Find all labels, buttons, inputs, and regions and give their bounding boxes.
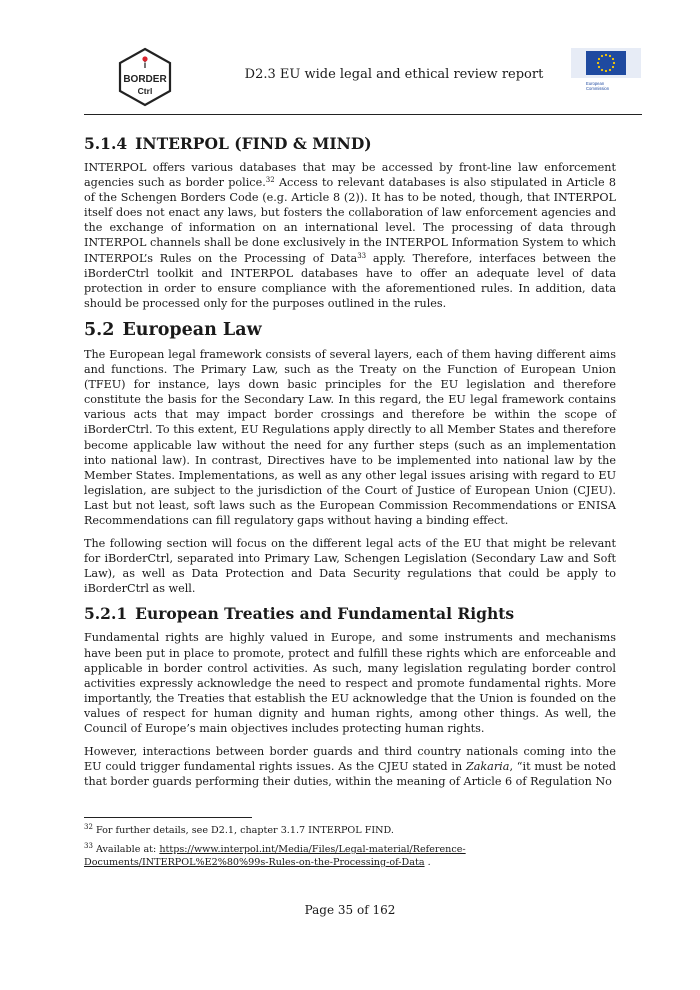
paragraph: Fundamental rights are highly valued in Europe, and some instruments and mechanisms have been put in place to promote, protect and fulfill these rights which are enforceable and applicable in border control activities. As such, many legislation regulating border control activities expressly acknowledge the need to respect and promote fundamental rights. More importantly, the Treaties that establish the EU acknowledge that the Union is founded on the values of respect for human dignity and human rights, among other things. As well, the Council of Europe’s main objectives includes protecting human rights. bbox=[84, 631, 616, 735]
footnotes bbox=[84, 824, 616, 875]
footnote-32 bbox=[84, 824, 616, 837]
text-run: Access to relevant databases is also stipulated in Article 8 of the Schengen Borders Code (e.g. Article 8 (2)). It has to be noted, though, that INTERPOL itself does not enact any laws, but fosters the collaboration of law enforcement agencies and the exchange of information on an international level. The processing of data through INTERPOL channels shall be done exclusively in the INTERPOL Information System to which INTERPOL’s Rules on the Processing of Data bbox=[84, 176, 616, 265]
footnote-divider bbox=[84, 817, 252, 818]
page-header bbox=[84, 40, 642, 114]
footnote-ref-33[interactable]: 33 bbox=[357, 251, 367, 260]
text-run: INTERPOL offers various databases that may be accessed by front-line law enforcement agencies such as border police. bbox=[84, 161, 616, 190]
section-number: 5.1.4 bbox=[84, 134, 128, 153]
text-run: apply. Therefore, interfaces between the iBorderCtrl toolkit and INTERPOL databases have to offer an adequate level of data protection in order to ensure compliance with the aforementioned rules. In addition, data should be processed only for the purposes outlined in the rules. bbox=[84, 251, 616, 310]
text-run: However, interactions between border guards and third country nationals coming into the EU could trigger fundamental rights issues. As the CJEU stated in bbox=[84, 745, 616, 774]
section-number: 5.2.1 bbox=[84, 604, 128, 624]
section-title: European Treaties and Fundamental Rights bbox=[135, 604, 515, 624]
link-part-2: Documents/INTERPOL%E2%80%99s-Rules-on-the-Processing-of-Data bbox=[84, 857, 425, 868]
section-title: INTERPOL (FIND & MIND) bbox=[135, 134, 372, 153]
footnote-suffix: . bbox=[424, 857, 431, 868]
footnote-text: Available at: bbox=[92, 844, 160, 855]
header-divider bbox=[84, 114, 642, 115]
logo-text-bottom: Ctrl bbox=[137, 86, 153, 96]
case-name: Zakaria bbox=[465, 760, 510, 774]
european-commission-logo bbox=[570, 48, 642, 94]
footnote-number: 33 bbox=[84, 842, 93, 850]
text-run: , “it must be noted that border guards performing their duties, within the meaning of Article 6 of Regulation No bbox=[84, 760, 616, 789]
page-number: Page 35 of 162 bbox=[304, 903, 396, 917]
footnote-text: For further details, see D2.1, chapter 3.1.7 INTERPOL FIND. bbox=[92, 825, 394, 836]
paragraph bbox=[84, 160, 616, 311]
link-part-1: https://www.interpol.int/Media/Files/Legal-material/Reference- bbox=[159, 844, 466, 855]
heading-5-2 bbox=[84, 319, 616, 341]
footnote-ref-32[interactable]: 32 bbox=[265, 176, 275, 185]
logo-text-mid: BORDER bbox=[123, 74, 167, 85]
page-content bbox=[84, 134, 616, 797]
paragraph: The European legal framework consists of several layers, each of them having different aims and functions. The Primary Law, such as the Treaty on the Function of European Union (TFEU) for instance, lays down basic principles for the EU legislation and therefore constitute the basis for the Secondary Law. In this regard, the EU legal framework contains various acts that may impact border crossings and therefore be within the scope of iBorderCtrl. To this extent, EU Regulations apply directly to all Member States and therefore become applicable law without the need for any further steps (such as an implementation into national law). In contrast, Directives have to be implemented into national law by the Member States. Implementations, as well as any other legal issues arising with regard to EU legislation, are subject to the jurisdiction of the Court of Justice of European Union (CJEU). Last but not least, soft laws such as the European Commission Recommendations or ENISA Recommendations can fill regulatory gaps without having a binding effect. bbox=[84, 347, 616, 527]
heading-5-1-4 bbox=[84, 134, 616, 154]
eu-caption-1: European bbox=[586, 81, 605, 86]
document-title: D2.3 EU wide legal and ethical review report bbox=[244, 67, 544, 82]
paragraph bbox=[84, 744, 616, 789]
eu-caption-2: Commission bbox=[586, 86, 610, 91]
footnote-number: 32 bbox=[84, 823, 93, 831]
iborderctrl-logo bbox=[114, 46, 176, 108]
footnote-33 bbox=[84, 843, 616, 869]
heading-5-2-1 bbox=[84, 604, 616, 624]
paragraph: The following section will focus on the different legal acts of the EU that might be relevant for iBorderCtrl, separated into Primary Law, Schengen Legislation (Secondary Law and Soft Law), as well as Data Protection and Data Security regulations that could be apply to iBorderCtrl as well. bbox=[84, 537, 616, 596]
section-title: European Law bbox=[122, 319, 262, 340]
logo-text-top: i bbox=[143, 60, 147, 70]
section-number: 5.2 bbox=[84, 319, 115, 340]
